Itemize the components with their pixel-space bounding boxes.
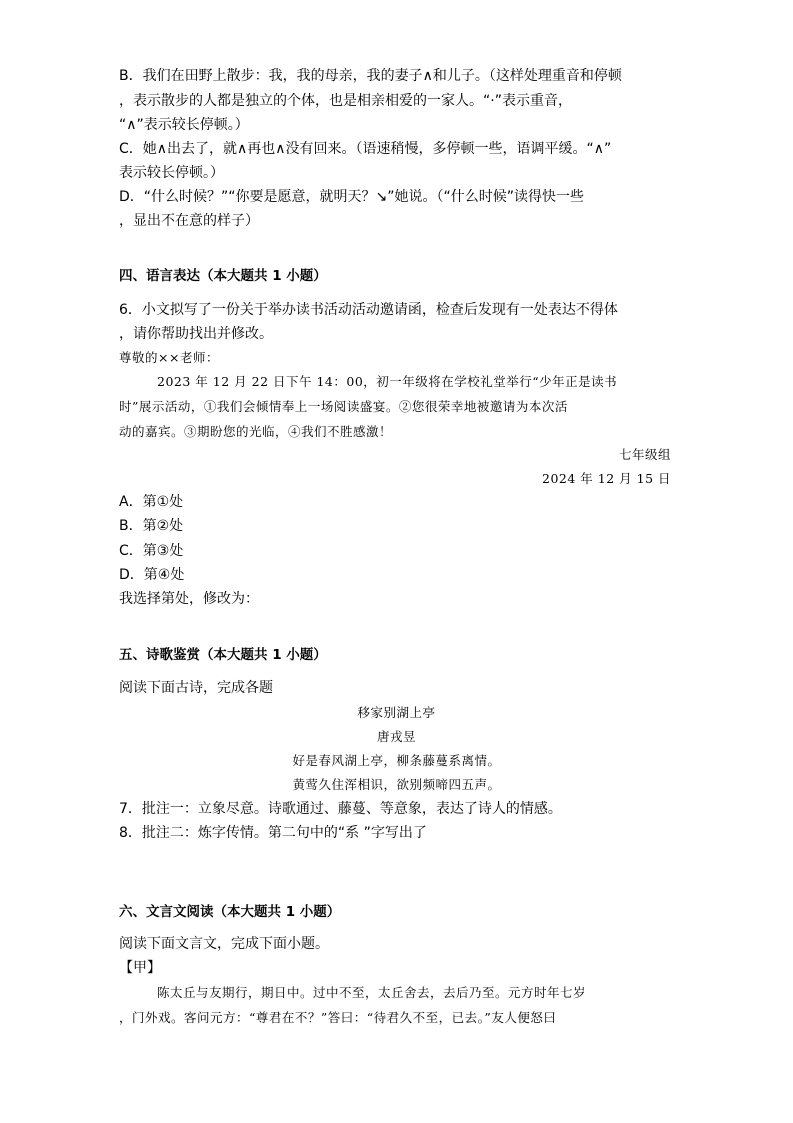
q5-option-b-line2: ，表示散步的人都是独立的个体，也是相亲相爱的一家人。“·”表示重音，	[119, 93, 572, 109]
q8: 8．批注二：炼字传情。第二句中的“系 ”字写出了	[119, 825, 427, 841]
poem-author: 唐戎昱	[376, 729, 416, 744]
poem-intro: 阅读下面古诗，完成各题	[119, 680, 273, 696]
poem-line1: 好是春风湖上亭，柳条藤蔓系离情。	[292, 753, 501, 768]
classical-intro: 阅读下面文言文，完成下面小题。	[119, 936, 329, 952]
classical-text-line2: ，门外戏。客问元方：“尊君在不？”答曰：“待君久不至，已去。”友人便怒曰	[119, 1010, 557, 1025]
option-a[interactable]: A．第①处	[119, 494, 184, 510]
option-b[interactable]: B．第②处	[119, 518, 184, 534]
q6-line2: ，请你帮助找出并修改。	[119, 326, 273, 342]
letter-salutation: 尊敬的××老师：	[119, 350, 219, 365]
q5-option-c-line2: 表示较长停顿。）	[119, 165, 224, 181]
section5-heading: 五、诗歌鉴赏（本大题共 1 小题）	[119, 647, 327, 663]
letter-body-line2: 时”展示活动，①我们会倾情奉上一场阅读盛宴。②您很荣幸地被邀请为本次活	[119, 399, 568, 414]
option-c[interactable]: C．第③处	[119, 543, 184, 559]
q5-option-b-line1: B．我们在田野上散步：我，我的母亲，我的妻子∧和儿子。（这样处理重音和停顿	[119, 68, 622, 84]
letter-signature: 七年级组	[618, 447, 671, 462]
letter-body-line1: 2023 年 12 月 22 日下午 14：00，初一年级将在学校礼堂举行“少年正是读书	[157, 374, 618, 389]
letter-body-line3: 动的嘉宾。③期盼您的光临，④我们不胜感激！	[119, 424, 393, 439]
q5-option-c-line1: C．她∧出去了，就∧再也∧没有回来。（语速稍慢，多停顿一些，语调平缓。“∧”	[119, 141, 612, 157]
section4-heading: 四、语言表达（本大题共 1 小题）	[119, 268, 327, 284]
q5-option-d-line2: ，显出不在意的样子）	[119, 213, 259, 229]
part-label: 【甲】	[119, 960, 161, 976]
letter-date: 2024 年 12 月 15 日	[542, 471, 671, 486]
section6-heading: 六、文言文阅读（本大题共 1 小题）	[119, 904, 341, 920]
answer-prompt: 我选择第处，修改为：	[119, 591, 259, 607]
q5-option-d-line1: D．“什么时候？”“你要是愿意，就明天？↘”她说。（“什么时候”读得快一些	[119, 189, 585, 205]
option-d[interactable]: D．第④处	[119, 567, 185, 583]
classical-text-line1: 陈太丘与友期行，期日中。过中不至，太丘舍去，去后乃至。元方时年七岁	[157, 985, 587, 1000]
q7: 7．批注一：立象尽意。诗歌通过、藤蔓、等意象，表达了诗人的情感。	[119, 801, 562, 817]
poem-line2: 黄莺久住浑相识，欲别频啼四五声。	[292, 777, 501, 792]
poem-title: 移家别湖上亭	[357, 705, 436, 720]
q5-option-b-line3: “∧”表示较长停顿。）	[119, 117, 249, 133]
q6-line1: 6．小文拟写了一份关于举办读书活动活动邀请函，检查后发现有一处表达不得体	[119, 302, 618, 318]
